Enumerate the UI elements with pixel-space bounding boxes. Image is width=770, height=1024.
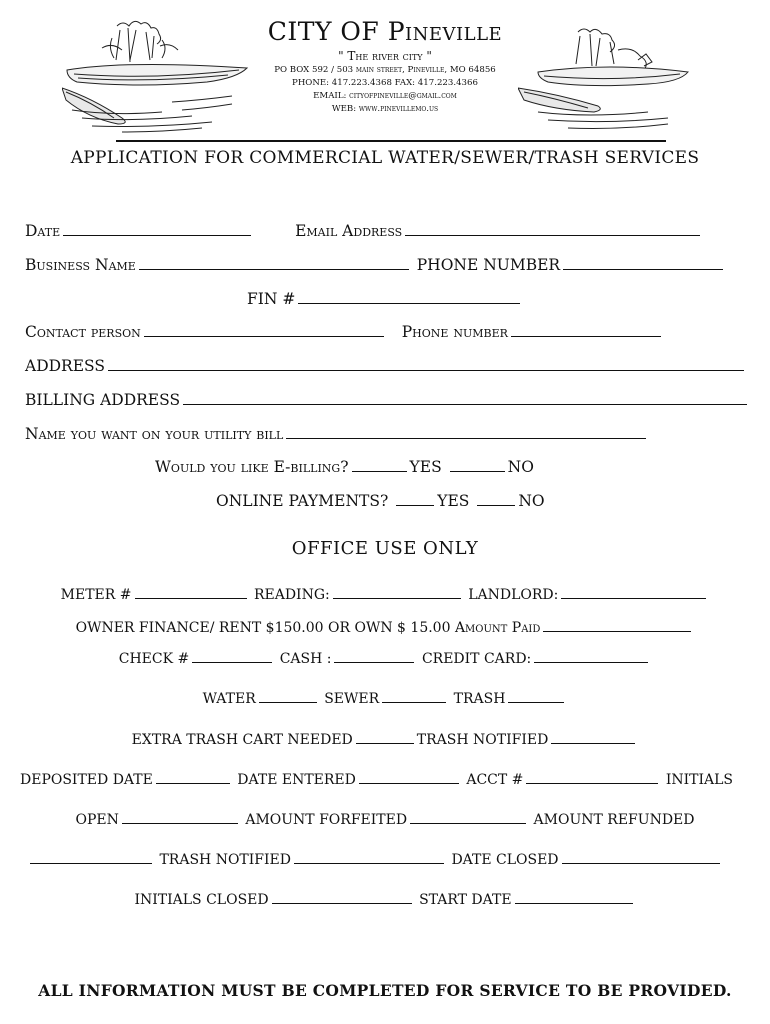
org-motto: " The river city "	[338, 49, 432, 63]
letterhead	[0, 0, 770, 150]
check-field[interactable]	[192, 648, 272, 663]
amount-paid-field[interactable]	[543, 617, 691, 632]
canoe-illustration-left	[62, 18, 252, 136]
address-label: ADDRESS	[25, 357, 105, 375]
trash-notified-field-1[interactable]	[551, 729, 635, 744]
fin-field[interactable]	[298, 289, 520, 304]
email-field[interactable]	[405, 221, 700, 236]
row-fees	[0, 617, 770, 638]
row-address	[25, 356, 747, 376]
row-business-phone	[25, 255, 726, 275]
row-fin	[247, 289, 523, 309]
date-entered-field[interactable]	[359, 769, 459, 784]
reading-field[interactable]	[333, 584, 461, 599]
online-no-blank[interactable]	[477, 491, 515, 506]
refund-amount-field[interactable]	[30, 849, 152, 864]
org-address: PO BOX 592 / 503 main street, Pineville, MO 64856	[274, 65, 496, 75]
cash-label: CASH :	[279, 651, 332, 667]
credit-card-label: CREDIT CARD:	[421, 651, 532, 667]
row-ebilling	[155, 457, 534, 477]
credit-card-field[interactable]	[534, 648, 648, 663]
landlord-label: LANDLORD:	[468, 587, 559, 603]
row-deposit	[20, 769, 733, 790]
deposited-date-label: DEPOSITED DATE	[20, 772, 153, 788]
date-label: Date	[25, 222, 61, 240]
ebilling-question: Would you like E-billing?	[155, 458, 349, 476]
meter-label: METER #	[60, 587, 132, 603]
date-closed-field[interactable]	[562, 849, 720, 864]
trash-notified-field-2[interactable]	[294, 849, 444, 864]
online-payments-question: ONLINE PAYMENTS?	[216, 492, 389, 510]
trash-label: TRASH	[453, 691, 506, 707]
water-label: WATER	[202, 691, 256, 707]
row-meter	[0, 584, 770, 605]
org-web: WEB: www.pinevillemo.us	[331, 104, 439, 114]
address-field[interactable]	[108, 356, 744, 371]
row-online-payments	[216, 491, 545, 511]
header-divider	[116, 140, 666, 142]
refunded-label: AMOUNT REFUNDED	[533, 812, 695, 828]
start-date-field[interactable]	[515, 889, 633, 904]
bill-name-field[interactable]	[286, 424, 646, 439]
initials-label: INITIALS	[665, 772, 734, 788]
contact-person-field[interactable]	[144, 322, 384, 337]
deposited-date-field[interactable]	[156, 769, 230, 784]
cash-field[interactable]	[334, 648, 414, 663]
row-contact-phone	[25, 322, 664, 342]
row-closed	[30, 849, 723, 870]
reading-label: READING:	[253, 587, 330, 603]
extra-cart-field[interactable]	[356, 729, 414, 744]
contact-phone-label: Phone number	[401, 323, 508, 341]
forfeited-field[interactable]	[410, 809, 526, 824]
start-date-label: START DATE	[419, 892, 512, 908]
open-field[interactable]	[122, 809, 238, 824]
contact-phone-field[interactable]	[511, 322, 661, 337]
trash-notified-label-1: TRASH NOTIFIED	[416, 732, 549, 748]
phone-number-field[interactable]	[563, 255, 723, 270]
acct-field[interactable]	[526, 769, 658, 784]
row-billing-address	[25, 390, 750, 410]
business-name-label: Business Name	[25, 256, 136, 274]
row-services	[0, 688, 770, 709]
form-title: APPLICATION FOR COMMERCIAL WATER/SEWER/TRASH SERVICES	[70, 148, 700, 168]
row-payment	[0, 648, 770, 669]
bill-name-label: Name you want on your utility bill	[25, 425, 284, 443]
date-field[interactable]	[63, 221, 251, 236]
ebilling-no-blank[interactable]	[450, 457, 505, 472]
check-label: CHECK #	[118, 651, 190, 667]
row-initials-closed	[0, 889, 770, 910]
open-label: OPEN	[75, 812, 119, 828]
business-name-field[interactable]	[139, 255, 409, 270]
sewer-field[interactable]	[382, 688, 446, 703]
trash-notified-label-2: TRASH NOTIFIED	[159, 852, 291, 868]
online-yes-blank[interactable]	[396, 491, 434, 506]
phone-number-label: PHONE NUMBER	[416, 256, 561, 274]
org-phone: PHONE: 417.223.4368 FAX: 417.223.4366	[292, 78, 478, 88]
initials-closed-field[interactable]	[272, 889, 412, 904]
email-label: Email Address	[295, 222, 403, 240]
trash-field[interactable]	[508, 688, 564, 703]
date-closed-label: DATE CLOSED	[451, 852, 559, 868]
billing-address-label: BILLING ADDRESS	[25, 391, 181, 409]
footer-note: ALL INFORMATION MUST BE COMPLETED FOR SERVICE TO BE PROVIDED.	[38, 981, 732, 1000]
office-use-title: OFFICE USE ONLY	[291, 538, 479, 559]
contact-person-label: Contact person	[25, 323, 141, 341]
forfeited-label: AMOUNT FORFEITED	[245, 812, 408, 828]
initials-closed-label: INITIALS CLOSED	[134, 892, 269, 908]
org-name: CITY OF Pineville	[267, 17, 503, 46]
date-entered-label: DATE ENTERED	[237, 772, 356, 788]
row-extra-cart	[0, 729, 770, 750]
billing-address-field[interactable]	[183, 390, 747, 405]
extra-cart-label: EXTRA TRASH CART NEEDED	[131, 732, 353, 748]
acct-label: ACCT #	[466, 772, 524, 788]
fee-label: OWNER FINANCE/ RENT $150.00 OR OWN $ 15.00 Amount Paid	[75, 620, 541, 636]
canoe-illustration-right	[518, 26, 696, 136]
meter-field[interactable]	[135, 584, 247, 599]
ebilling-yes-label: YES	[409, 458, 442, 476]
fin-label: FIN #	[247, 290, 296, 308]
row-bill-name	[25, 424, 649, 444]
water-field[interactable]	[259, 688, 317, 703]
org-email: EMAIL: cityofpineville@gmail.com	[313, 91, 457, 101]
row-date-email	[25, 221, 703, 241]
ebilling-no-label: NO	[507, 458, 534, 476]
row-open	[0, 809, 770, 830]
online-yes-label: YES	[437, 492, 470, 510]
online-no-label: NO	[518, 492, 545, 510]
landlord-field[interactable]	[561, 584, 706, 599]
sewer-label: SEWER	[324, 691, 380, 707]
ebilling-yes-blank[interactable]	[352, 457, 407, 472]
